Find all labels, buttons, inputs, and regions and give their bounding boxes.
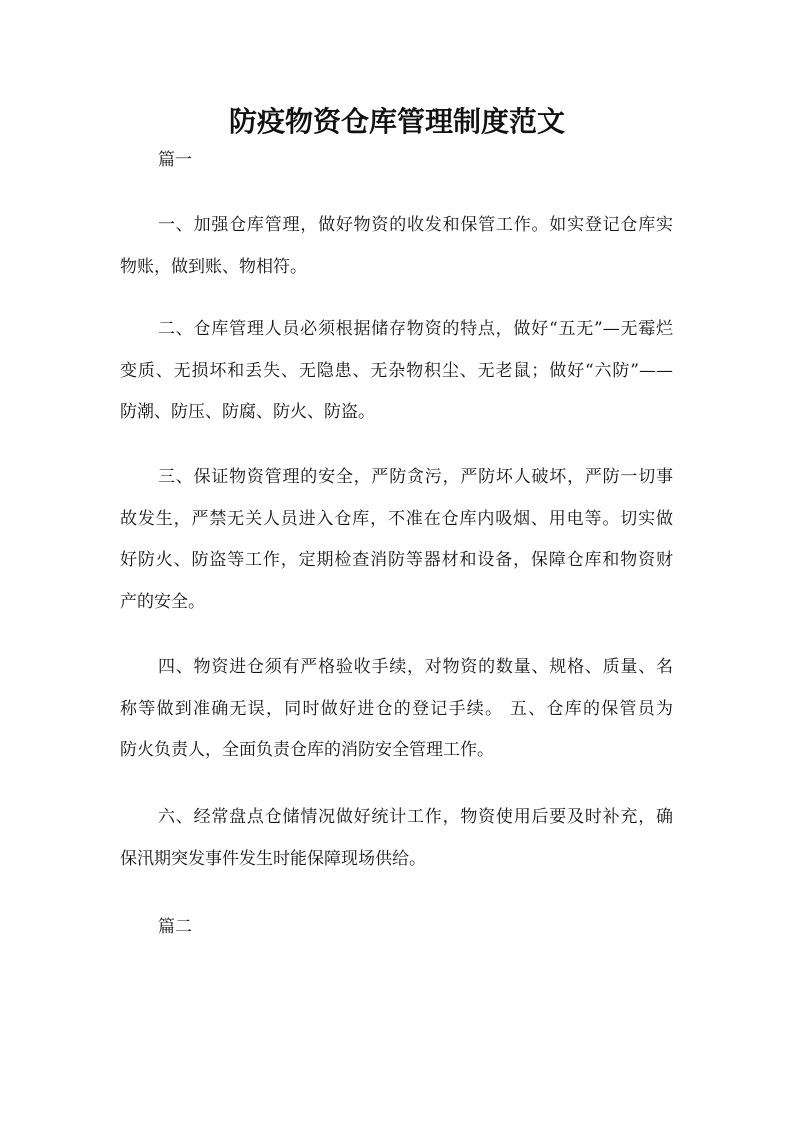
paragraph-line: 称等做到准确无误，同时做好进仓的登记手续。 五、仓库的保管员为	[120, 698, 673, 719]
paragraph-5	[120, 797, 673, 880]
paragraph-line: 六、经常盘点仓储情况做好统计工作，物资使用后要及时补充，确	[158, 807, 673, 827]
paragraph-2	[120, 309, 673, 434]
paragraph-line: 四、物资进仓须有严格验收手续，对物资的数量、规格、质量、名	[158, 657, 673, 677]
paragraph-line: 物账，做到账、物相符。	[120, 256, 307, 277]
document-title: 防疫物资仓库管理制度范文	[228, 105, 565, 138]
paragraph-line: 二、仓库管理人员必须根据储存物资的特点，做好“五无”—无霉烂	[158, 319, 673, 339]
paragraph-line: 产的安全。	[120, 591, 205, 612]
paragraph-line: 防潮、防压、防腐、防火、防盗。	[120, 402, 375, 423]
part-heading-1: 篇一	[158, 150, 192, 170]
paragraph-4	[120, 647, 673, 772]
paragraph-line: 变质、无损坏和丢失、无隐患、无杂物积尘、无老鼠；做好“六防”——	[120, 360, 673, 381]
paragraph-1	[120, 205, 673, 288]
paragraph-line: 一、加强仓库管理，做好物资的收发和保管工作。如实登记仓库实	[158, 215, 673, 235]
paragraph-line: 保汛期突发事件发生时能保障现场供给。	[120, 848, 426, 869]
paragraph-line: 故发生，严禁无关人员进入仓库，不准在仓库内吸烟、用电等。切实做	[120, 508, 673, 529]
part-heading-2: 篇二	[158, 917, 192, 937]
paragraph-line: 三、保证物资管理的安全，严防贪污，严防坏人破坏，严防一切事	[158, 467, 673, 487]
paragraph-line: 好防火、防盗等工作，定期检查消防等器材和设备，保障仓库和物资财	[120, 550, 673, 571]
paragraph-line: 防火负责人，全面负责仓库的消防安全管理工作。	[120, 740, 494, 761]
paragraph-3	[120, 457, 673, 623]
